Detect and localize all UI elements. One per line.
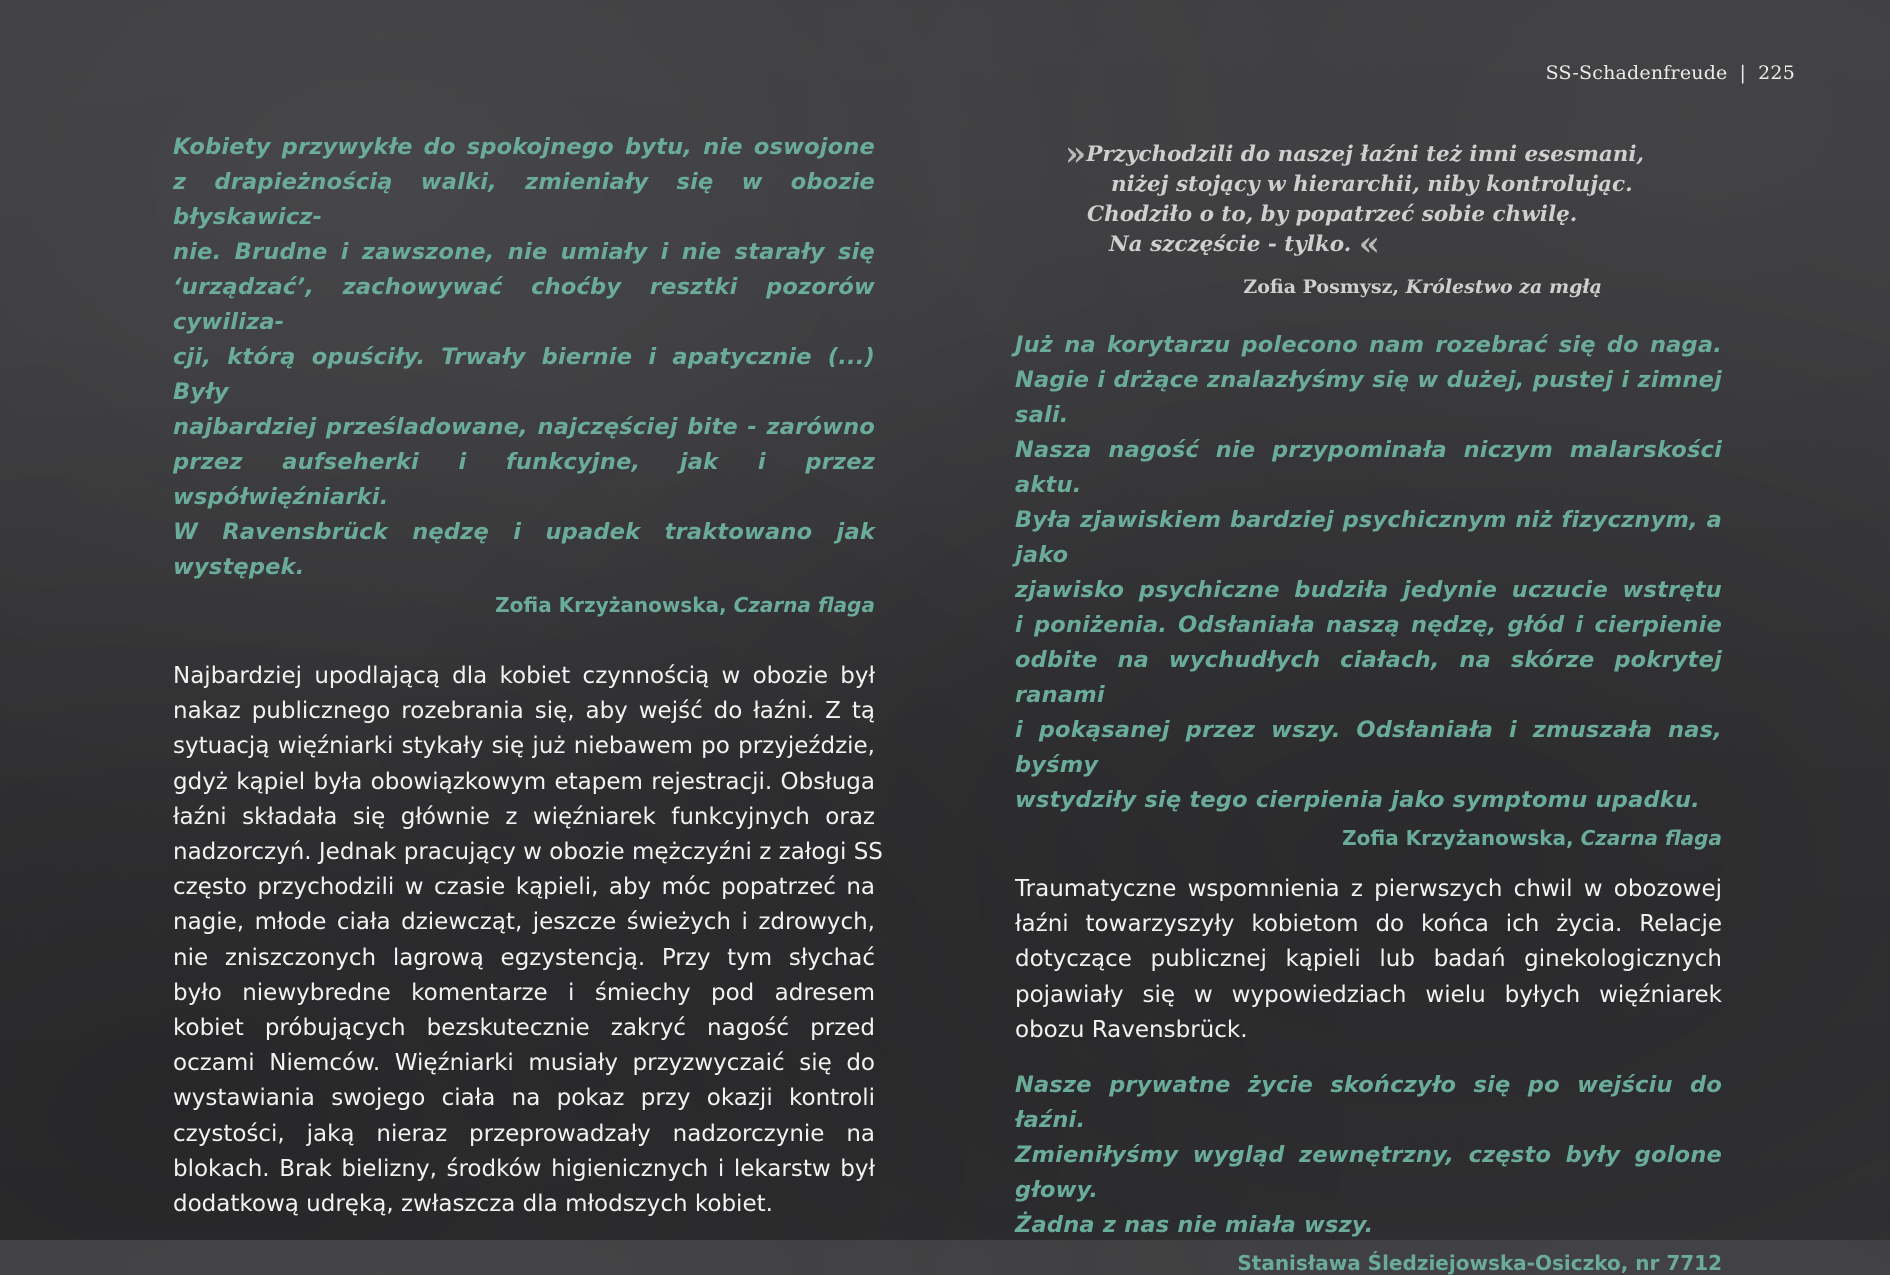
left-quote: [173, 130, 875, 585]
quote-line: wstydziły się tego cierpienia jako symptomu upadku.: [1015, 787, 1700, 813]
left-body-paragraph: [173, 659, 883, 1222]
body-line: nagie, młode ciała dziewcząt, jeszcze świeżych i zdrowych,: [173, 909, 875, 936]
body-line: było niewybredne komentarze i śmiechy pod adresem: [173, 979, 875, 1006]
serif-quote-line: [1065, 224, 1645, 264]
body-line: oczami Niemców. Więźniarki musiały przyzwyczaić się do: [173, 1050, 875, 1077]
body-line: czystości, jaką nieraz przeprowadzały nadzorczynie na: [173, 1120, 875, 1147]
chapter-title: SS-Schadenfreude: [1545, 62, 1728, 84]
left-column: [173, 130, 883, 1222]
source-title: Czarna flaga: [733, 593, 875, 617]
body-line: kobiet próbujących bezskutecznie zakryć nagość przed: [173, 1015, 875, 1042]
source-author: Zofia Krzyżanowska,: [495, 593, 734, 617]
quote-line: ‘urządzać’, zachowywać choćby resztki pozorów cywiliza-: [173, 274, 875, 335]
right-quote-2-source: [1015, 1251, 1722, 1275]
right-quote-2: [1015, 1068, 1722, 1243]
quote-line: nie. Brudne i zawszone, nie umiały i nie starały się: [173, 239, 875, 265]
body-line: obozu Ravensbrück.: [1015, 1016, 1248, 1043]
source-author: Zofia Posmysz,: [1243, 276, 1406, 298]
body-line: nie zniszczonych lagrową egzystencją. Przy tym słychać: [173, 944, 875, 971]
quote-line: Nasza nagość nie przypominała niczym malarskości aktu.: [1015, 437, 1722, 498]
quote-line: Kobiety przywykłe do spokojnego bytu, nie oswojone: [173, 134, 875, 160]
body-line: łaźni towarzyszyły kobietom do końca ich życia. Relacje: [1015, 911, 1722, 938]
right-quote-1-source: [1015, 826, 1722, 850]
open-quote-icon: »: [1065, 134, 1087, 174]
right-quote-1: [1015, 328, 1722, 818]
body-line: Traumatyczne wspomnienia z pierwszych chwil w obozowej: [1015, 876, 1722, 902]
body-line: łaźni składała się głównie z więźniarek funkcyjnych oraz: [173, 803, 875, 830]
quote-line: cji, którą opuściły. Trwały biernie i apatycznie (...) Były: [173, 344, 875, 405]
right-body-paragraph: [1015, 872, 1722, 1048]
quote-line: najbardziej prześladowane, najczęściej bite - zarówno: [173, 414, 875, 440]
body-line: często przychodzili w czasie kąpieli, aby móc popatrzeć na: [173, 874, 875, 901]
body-line: pojawiały się w wypowiedziach wielu byłych więźniarek: [1015, 981, 1722, 1008]
body-line: sytuacją więźniarki stykały się już niebawem po przyjeździe,: [173, 733, 875, 760]
quote-line: z drapieżnością walki, zmieniały się w obozie błyskawicz-: [173, 169, 875, 230]
quote-line: Żadna z nas nie miała wszy.: [1015, 1212, 1374, 1239]
serif-quote-source: [1015, 276, 1602, 298]
serif-quote-line: [1065, 134, 1645, 174]
body-line: nadzorczyń. Jednak pracujący w obozie mężczyźni z załogi SS: [173, 839, 883, 866]
body-line: nakaz publicznego rozebrania się, aby wejść do łaźni. Z tą: [173, 698, 875, 725]
quote-line: Zmieniłyśmy wygląd zewnętrzny, często były golone głowy.: [1015, 1142, 1722, 1204]
quote-line: Nasze prywatne życie skończyło się po wejściu do łaźni.: [1015, 1072, 1722, 1134]
quote-line: Była zjawiskiem bardziej psychicznym niż fizycznym, a jako: [1015, 507, 1722, 568]
running-header: [1546, 62, 1795, 84]
source-author: Stanisława Śledziejowska-Osiczko, nr 7712: [1237, 1251, 1722, 1275]
quote-line: i pokąsanej przez wszy. Odsłaniała i zmuszała nas, byśmy: [1015, 717, 1722, 778]
right-column: [1015, 134, 1722, 1275]
body-line: blokach. Brak bielizny, środków higienicznych i lekarstw był: [173, 1155, 875, 1182]
body-line: wystawiania swojego ciała na pokaz przy okazji kontroli: [173, 1085, 875, 1112]
body-line: dotyczące publicznej kąpieli lub badań ginekologicznych: [1015, 946, 1722, 973]
source-title: Czarna flaga: [1580, 826, 1722, 850]
header-separator: |: [1739, 62, 1747, 84]
quote-line: zjawisko psychiczne budziła jedynie uczucie wstrętu: [1015, 577, 1722, 603]
quote-line: odbite na wychudłych ciałach, na skórze pokrytej ranami: [1015, 647, 1722, 708]
quote-line: W Ravensbrück nędzę i upadek traktowano jak występek.: [173, 519, 875, 580]
quote-line: przez aufseherki i funkcyjne, jak i przez współwięźniarki.: [173, 449, 875, 510]
quote-line: i poniżenia. Odsłaniała naszą nędzę, głód i cierpienie: [1015, 612, 1722, 638]
serif-quote-text: Przychodzili do naszej łaźni też inni esesmani,: [1086, 142, 1645, 167]
body-line: dodatkową udręką, zwłaszcza dla młodszych kobiet.: [173, 1191, 773, 1218]
page-number: 225: [1758, 62, 1795, 84]
left-quote-source: [173, 593, 875, 617]
body-line: Najbardziej upodlającą dla kobiet czynnością w obozie był: [173, 663, 875, 689]
serif-quote-text: Na szczęście - tylko.: [1109, 232, 1352, 257]
source-author: Zofia Krzyżanowska,: [1342, 826, 1581, 850]
close-quote-icon: «: [1358, 224, 1380, 264]
body-line: gdyż kąpiel była obowiązkowym etapem rejestracji. Obsługa: [173, 768, 875, 795]
quote-line: Już na korytarzu polecono nam rozebrać się do naga.: [1015, 332, 1722, 358]
source-title: Królestwo za mgłą: [1405, 276, 1602, 298]
serif-quote-line: Chodziło o to, by popatrzeć sobie chwilę.: [1087, 202, 1578, 227]
serif-quote-line: niżej stojący w hierarchii, niby kontrolując.: [1111, 172, 1633, 197]
serif-quote: [1065, 134, 1645, 264]
quote-line: Nagie i drżące znalazłyśmy się w dużej, pustej i zimnej sali.: [1015, 367, 1722, 428]
